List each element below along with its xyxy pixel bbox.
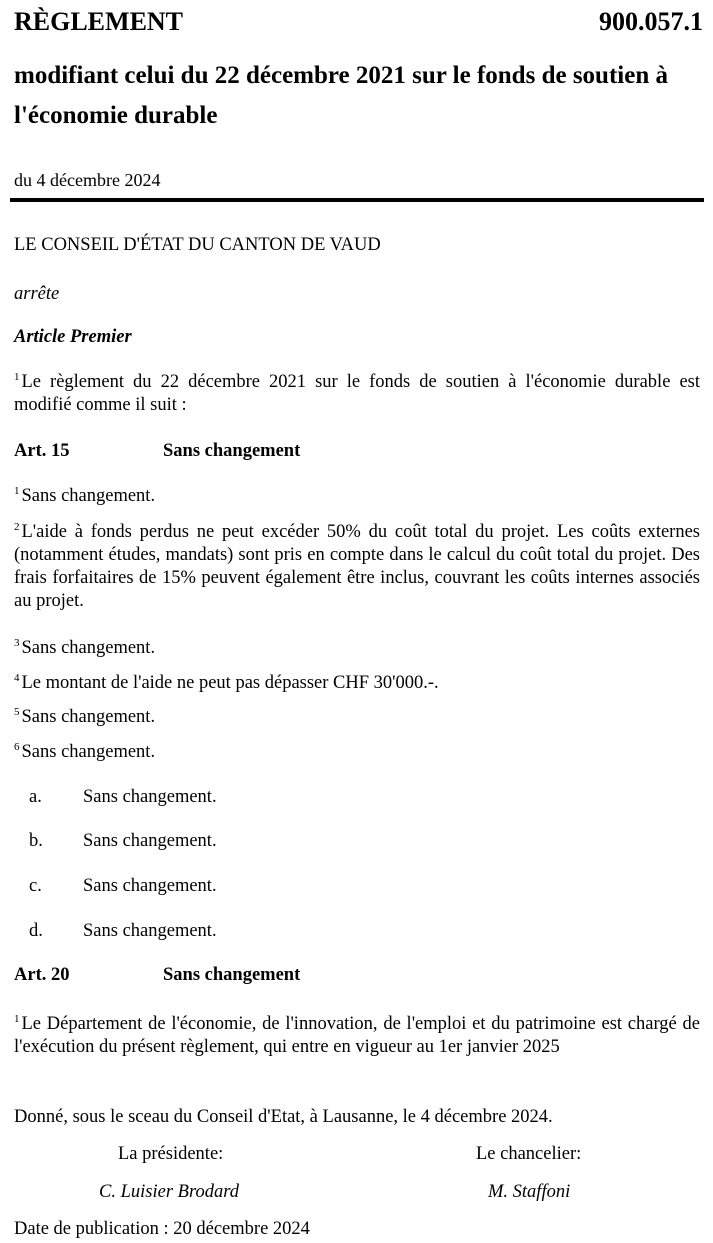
list-item-letter: b.: [29, 831, 43, 851]
art-20-paragraph-1: [14, 1013, 700, 1059]
art-15-number: Art. 15: [14, 441, 70, 461]
art-15-paragraph-4: [14, 672, 700, 695]
paragraph-text: Sans changement.: [21, 707, 156, 727]
paragraph-text: L'aide à fonds perdus ne peut excéder 50% du coût total du projet. Les coûts externes (notamment études, mandats) sont pris en compte dans le calcul du coût total du projet. Des frais forfaitaires de 15% peuvent également être inclus, couvrant les coûts internes associés au projet.: [14, 522, 700, 611]
document-date: du 4 décembre 2024: [14, 170, 161, 190]
paragraph-number: 1: [14, 485, 20, 497]
header-divider: [10, 198, 704, 202]
chancellor-name: M. Staffoni: [488, 1182, 571, 1202]
paragraph-number: 1: [14, 1013, 20, 1025]
document-type: RÈGLEMENT: [14, 7, 184, 36]
president-name: C. Luisier Brodard: [99, 1182, 239, 1202]
list-item-text: Sans changement.: [83, 831, 217, 851]
list-item-text: Sans changement.: [83, 876, 217, 896]
list-item-text: Sans changement.: [83, 921, 217, 941]
paragraph-text: Sans changement.: [21, 486, 156, 506]
list-item-letter: d.: [29, 921, 43, 941]
paragraph-number: 2: [14, 521, 20, 533]
paragraph-number: 6: [14, 741, 20, 753]
paragraph-number: 1: [14, 371, 20, 383]
art-15-paragraph-5: [14, 706, 700, 729]
paragraph-text: Le montant de l'aide ne peut pas dépasser CHF 30'000.-.: [21, 673, 439, 693]
art-15-paragraph-2: [14, 521, 700, 613]
list-item-letter: c.: [29, 876, 42, 896]
art-15-paragraph-1: [14, 485, 700, 508]
art-15-paragraph-6: [14, 741, 700, 764]
document-subtitle: modifiant celui du 22 décembre 2021 sur le fonds de soutien à l'économie durable: [14, 62, 668, 129]
paragraph-number: 5: [14, 706, 20, 718]
paragraph-text: Le Département de l'économie, de l'innovation, de l'emploi et du patrimoine est chargé de l'exécution du présent règlement, qui entre en vigueur au 1er janvier 2025: [14, 1014, 700, 1057]
art-15-paragraph-3: [14, 637, 700, 660]
document-number: 900.057.1: [599, 7, 703, 36]
paragraph-text: Sans changement.: [21, 638, 156, 658]
list-item-text: Sans changement.: [83, 787, 217, 807]
list-item-letter: a.: [29, 787, 42, 807]
president-label: La présidente:: [118, 1144, 224, 1164]
decree-word: arrête: [14, 284, 60, 304]
paragraph-number: 3: [14, 637, 20, 649]
paragraph-text: Le règlement du 22 décembre 2021 sur le fonds de soutien à l'économie durable est modifié comme il suit :: [14, 372, 700, 415]
art-15-title: Sans changement: [163, 441, 301, 461]
article-premier-paragraph-1: [14, 371, 700, 417]
art-20-number: Art. 20: [14, 965, 70, 985]
art-20-title: Sans changement: [163, 965, 301, 985]
given-under-seal: Donné, sous le sceau du Conseil d'Etat, à Lausanne, le 4 décembre 2024.: [14, 1107, 553, 1127]
article-premier-heading: Article Premier: [14, 327, 132, 347]
paragraph-text: Sans changement.: [21, 742, 156, 762]
issuing-authority: LE CONSEIL D'ÉTAT DU CANTON DE VAUD: [14, 235, 381, 255]
paragraph-number: 4: [14, 672, 20, 684]
chancellor-label: Le chancelier:: [476, 1144, 582, 1164]
publication-date: Date de publication : 20 décembre 2024: [14, 1219, 310, 1239]
